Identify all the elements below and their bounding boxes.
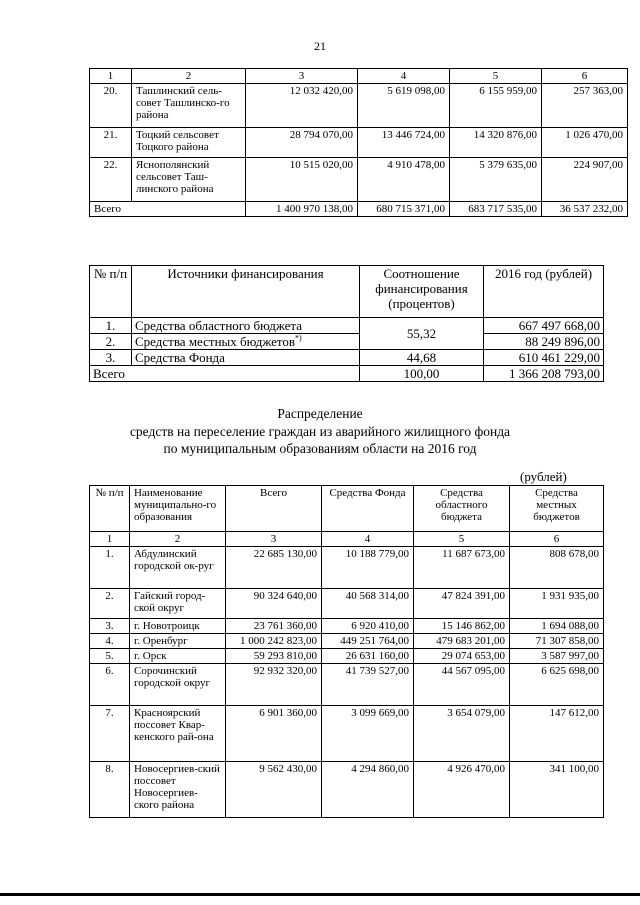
total-cell: 9 562 430,00 — [226, 762, 322, 818]
column-number-row — [90, 69, 628, 84]
fund-cell: 10 188 779,00 — [322, 547, 414, 589]
col-number: 1 — [90, 532, 130, 547]
fund-cell: 26 631 160,00 — [322, 649, 414, 664]
total-row — [90, 202, 628, 217]
local-cell: 1 694 088,00 — [510, 619, 604, 634]
row-number: 3. — [90, 619, 130, 634]
header-row — [90, 486, 604, 532]
table-row — [90, 158, 628, 202]
row-number: 1. — [90, 547, 130, 589]
table-row — [90, 634, 604, 649]
row-number: 7. — [90, 706, 130, 762]
regional-cell: 11 687 673,00 — [414, 547, 510, 589]
num-header: № п/п — [90, 266, 132, 318]
total-header: Всего — [226, 486, 322, 532]
municipality-name: г. Орск — [130, 649, 226, 664]
source-name: Средства местных бюджетов — [135, 334, 296, 349]
row-number: 5. — [90, 649, 130, 664]
local-header: Средства местных бюджетов — [510, 486, 604, 532]
local-cell: 1 026 470,00 — [542, 128, 628, 158]
regional-cell: 15 146 862,00 — [414, 619, 510, 634]
regional-cell: 5 379 635,00 — [450, 158, 542, 202]
section-title: Распределение — [277, 406, 363, 421]
local-cell: 224 907,00 — [542, 158, 628, 202]
col-number: 5 — [450, 69, 542, 84]
page-number: 21 — [314, 39, 326, 53]
table-row — [90, 334, 604, 350]
table-row — [90, 619, 604, 634]
bottom-rule — [0, 893, 640, 896]
table-row — [90, 318, 604, 334]
col-number: 5 — [414, 532, 510, 547]
total-cell: 23 761 360,00 — [226, 619, 322, 634]
regional-cell: 3 654 079,00 — [414, 706, 510, 762]
local-cell: 1 931 935,00 — [510, 589, 604, 619]
total-cell: 28 794 070,00 — [246, 128, 358, 158]
local-cell: 3 587 997,00 — [510, 649, 604, 664]
total-cell: 92 932 320,00 — [226, 664, 322, 706]
total-cell: 1 000 242 823,00 — [226, 634, 322, 649]
col-number: 3 — [246, 69, 358, 84]
regional-cell: 44 567 095,00 — [414, 664, 510, 706]
total-cell: 1 400 970 138,00 — [246, 202, 358, 217]
fund-cell: 449 251 764,00 — [322, 634, 414, 649]
local-cell: 6 625 698,00 — [510, 664, 604, 706]
ratio-cell: 44,68 — [360, 350, 484, 366]
municipality-name: Абдулинский городской ок-руг — [130, 547, 226, 589]
funding-sources-table — [89, 265, 604, 382]
amount-cell: 610 461 229,00 — [484, 350, 604, 366]
total-cell: 90 324 640,00 — [226, 589, 322, 619]
municipality-name: Тоцкий сельсовет Тоцкого района — [132, 128, 246, 158]
row-number: 1. — [90, 318, 132, 334]
municipality-name: Новосергиев-ский поссовет Новосергиев-ского района — [130, 762, 226, 818]
row-number: 6. — [90, 664, 130, 706]
regional-cell: 14 320 876,00 — [450, 128, 542, 158]
fund-cell: 680 715 371,00 — [358, 202, 450, 217]
table-row — [90, 649, 604, 664]
table-row — [90, 706, 604, 762]
header-row — [90, 266, 604, 318]
row-number: 8. — [90, 762, 130, 818]
local-cell: 36 537 232,00 — [542, 202, 628, 217]
row-number: 3. — [90, 350, 132, 366]
table-row — [90, 128, 628, 158]
regional-cell: 683 717 535,00 — [450, 202, 542, 217]
fund-cell: 5 619 098,00 — [358, 84, 450, 128]
regional-header: Средства областного бюджета — [414, 486, 510, 532]
col-number: 2 — [132, 69, 246, 84]
col-number: 4 — [322, 532, 414, 547]
fund-cell: 4 910 478,00 — [358, 158, 450, 202]
table-row — [90, 547, 604, 589]
footnote-mark: *) — [295, 333, 302, 343]
table-row — [90, 350, 604, 366]
local-cell: 341 100,00 — [510, 762, 604, 818]
row-number: 2. — [90, 589, 130, 619]
fund-cell: 13 446 724,00 — [358, 128, 450, 158]
source-name-cell — [132, 334, 360, 350]
regional-cell: 4 926 470,00 — [414, 762, 510, 818]
source-header: Источники финансирования — [132, 266, 360, 318]
municipality-name: Красноярский поссовет Квар-кенского рай-она — [130, 706, 226, 762]
col-number: 4 — [358, 69, 450, 84]
amount-cell: 1 366 208 793,00 — [484, 366, 604, 382]
regional-cell: 6 155 959,00 — [450, 84, 542, 128]
local-cell: 71 307 858,00 — [510, 634, 604, 649]
municipality-name: Ташлинский сель-совет Ташлинско-го района — [132, 84, 246, 128]
row-number: 20. — [90, 84, 132, 128]
fund-cell: 3 099 669,00 — [322, 706, 414, 762]
local-cell: 808 678,00 — [510, 547, 604, 589]
local-cell: 147 612,00 — [510, 706, 604, 762]
name-header: Наименование муниципально-го образования — [130, 486, 226, 532]
total-cell: 59 293 810,00 — [226, 649, 322, 664]
table-row — [90, 664, 604, 706]
local-cell: 257 363,00 — [542, 84, 628, 128]
fund-header: Средства Фонда — [322, 486, 414, 532]
section-subtitle: средств на переселение граждан из аварийного жилищного фонда — [129, 424, 511, 439]
col-number: 6 — [510, 532, 604, 547]
col-number: 3 — [226, 532, 322, 547]
fund-cell: 4 294 860,00 — [322, 762, 414, 818]
municipality-name: Яснополянский сельсовет Таш-линского района — [132, 158, 246, 202]
municipality-name: г. Оренбург — [130, 634, 226, 649]
municipality-name: Сорочинский городской округ — [130, 664, 226, 706]
continuation-table — [89, 68, 628, 217]
ratio-cell: 100,00 — [360, 366, 484, 382]
row-number: 4. — [90, 634, 130, 649]
row-number: 21. — [90, 128, 132, 158]
amount-header: 2016 год (рублей) — [484, 266, 604, 318]
row-number: 22. — [90, 158, 132, 202]
col-number: 2 — [130, 532, 226, 547]
municipality-name: Гайский город-ской округ — [130, 589, 226, 619]
table-row — [90, 589, 604, 619]
fund-cell: 6 920 410,00 — [322, 619, 414, 634]
unit-label: (рублей) — [520, 469, 567, 484]
amount-cell: 88 249 896,00 — [484, 334, 604, 350]
municipality-name: г. Новотроицк — [130, 619, 226, 634]
total-cell: 6 901 360,00 — [226, 706, 322, 762]
table-row — [90, 84, 628, 128]
fund-cell: 41 739 527,00 — [322, 664, 414, 706]
regional-cell: 479 683 201,00 — [414, 634, 510, 649]
section-subtitle: по муниципальным образованиям области на 2016 год — [163, 441, 477, 456]
source-name: Средства областного бюджета — [132, 318, 360, 334]
column-number-row — [90, 532, 604, 547]
total-label: Всего — [90, 366, 360, 382]
total-cell: 22 685 130,00 — [226, 547, 322, 589]
distribution-table — [89, 485, 604, 818]
total-cell: 10 515 020,00 — [246, 158, 358, 202]
total-label: Всего — [90, 202, 246, 217]
col-number: 6 — [542, 69, 628, 84]
num-header: № п/п — [90, 486, 130, 532]
table-row — [90, 762, 604, 818]
regional-cell: 29 074 653,00 — [414, 649, 510, 664]
row-number: 2. — [90, 334, 132, 350]
fund-cell: 40 568 314,00 — [322, 589, 414, 619]
source-name: Средства Фонда — [132, 350, 360, 366]
amount-cell: 667 497 668,00 — [484, 318, 604, 334]
regional-cell: 47 824 391,00 — [414, 589, 510, 619]
ratio-cell: 55,32 — [360, 318, 484, 350]
total-cell: 12 032 420,00 — [246, 84, 358, 128]
total-row — [90, 366, 604, 382]
col-number: 1 — [90, 69, 132, 84]
ratio-header: Соотношение финансирования (процентов) — [360, 266, 484, 318]
